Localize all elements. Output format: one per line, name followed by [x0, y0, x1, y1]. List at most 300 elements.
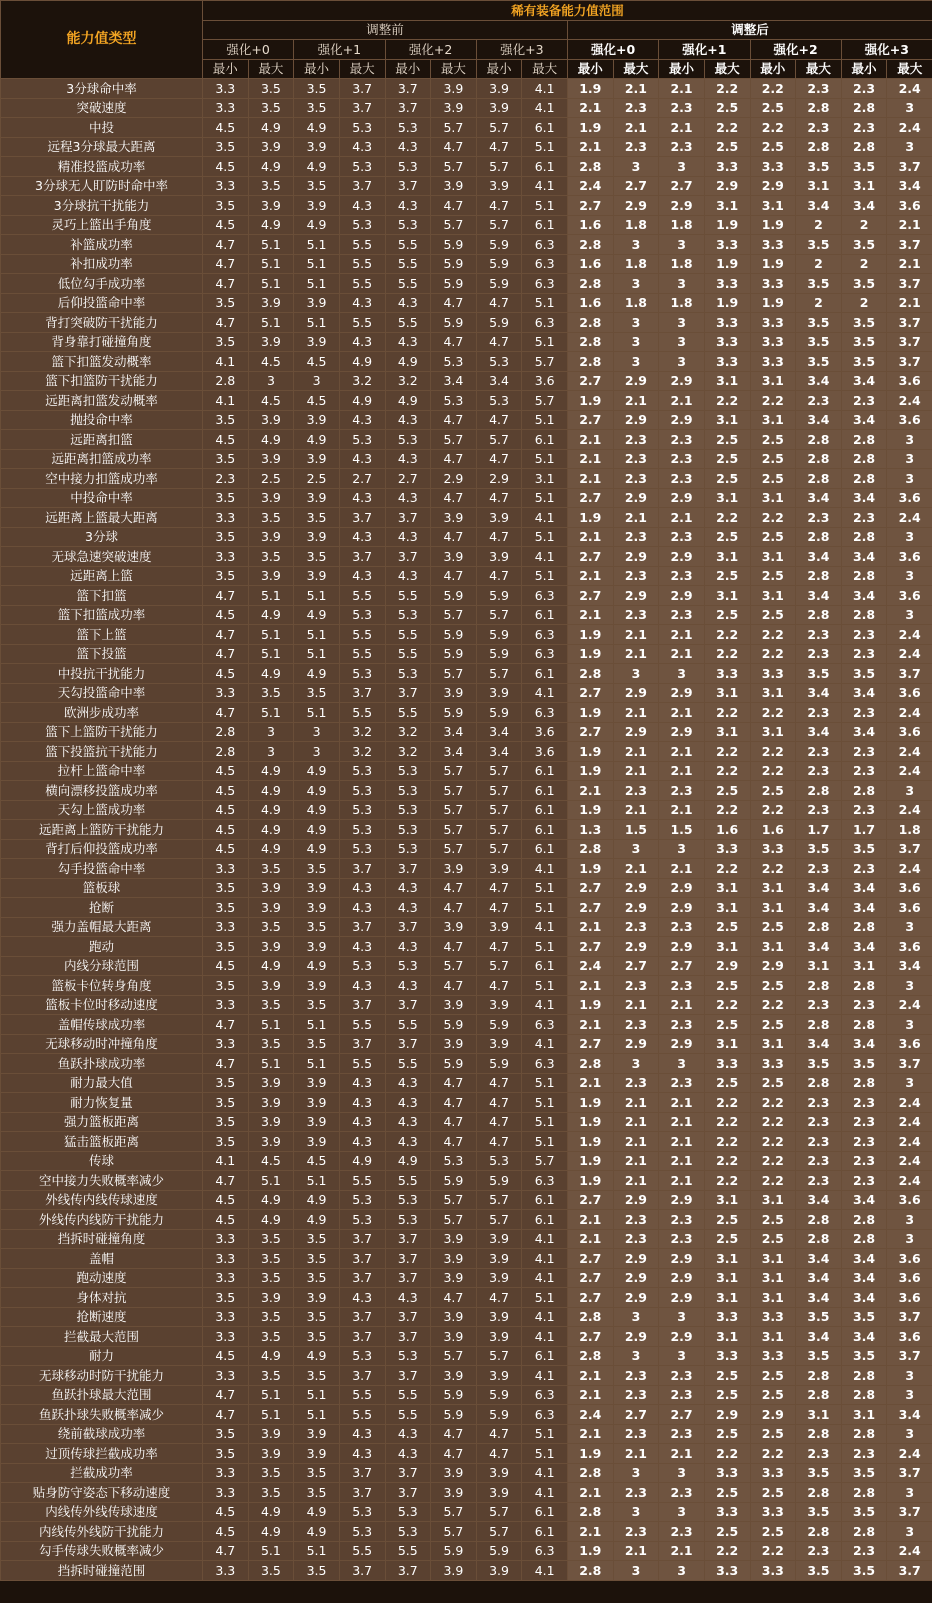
- before-value-cell: 4.7: [476, 566, 522, 586]
- after-value-cell: 3.7: [887, 1463, 932, 1483]
- after-value-cell: 2.1: [887, 293, 932, 313]
- table-row: [1, 98, 932, 118]
- before-value-cell: 3.7: [385, 683, 431, 703]
- table-row: [1, 820, 932, 840]
- before-value-cell: 4.5: [203, 1502, 249, 1522]
- before-value-cell: 4.3: [339, 566, 385, 586]
- before-value-cell: 3.9: [431, 1561, 477, 1581]
- before-value-cell: 3.9: [431, 1268, 477, 1288]
- before-level-1-header: 强化+1: [294, 40, 385, 60]
- table-row: [1, 644, 932, 664]
- after-value-cell: 2.5: [704, 1015, 750, 1035]
- after-value-cell: 1.5: [659, 820, 705, 840]
- before-value-cell: 4.9: [294, 800, 340, 820]
- after-level-0-header: 强化+0: [568, 40, 659, 60]
- after-value-cell: 3.1: [704, 1268, 750, 1288]
- before-value-cell: 3.5: [203, 488, 249, 508]
- table-row: [1, 761, 932, 781]
- before-value-cell: 5.1: [248, 313, 294, 333]
- after-value-cell: 3.3: [750, 157, 796, 177]
- after-value-cell: 2.8: [568, 235, 614, 255]
- before-value-cell: 3.9: [431, 1034, 477, 1054]
- before-value-cell: 4.1: [522, 1249, 568, 1269]
- before-value-cell: 5.3: [385, 118, 431, 138]
- after-value-cell: 1.9: [568, 118, 614, 138]
- before-value-cell: 4.1: [522, 917, 568, 937]
- after-value-cell: 2.1: [659, 1151, 705, 1171]
- before-value-cell: 6.1: [522, 1210, 568, 1230]
- before-value-cell: 6.3: [522, 1171, 568, 1191]
- after-value-cell: 2.3: [613, 1229, 659, 1249]
- after-value-cell: 3.6: [887, 878, 932, 898]
- before-value-cell: 3.7: [339, 1307, 385, 1327]
- after-value-cell: 2.5: [750, 449, 796, 469]
- before-value-cell: 5.9: [431, 254, 477, 274]
- before-value-cell: 4.3: [339, 332, 385, 352]
- after-value-cell: 2.2: [704, 391, 750, 411]
- before-value-cell: 6.1: [522, 430, 568, 450]
- after-value-cell: 2.8: [796, 1385, 842, 1405]
- after-value-cell: 3.4: [841, 722, 887, 742]
- before-value-cell: 5.1: [522, 527, 568, 547]
- after-value-cell: 2.4: [887, 508, 932, 528]
- before-value-cell: 3.9: [248, 1424, 294, 1444]
- before-value-cell: 3.5: [248, 547, 294, 567]
- before-value-cell: 3.1: [522, 469, 568, 489]
- before-value-cell: 6.3: [522, 586, 568, 606]
- before-value-cell: 5.9: [476, 1015, 522, 1035]
- before-value-cell: 4.7: [431, 410, 477, 430]
- before-value-cell: 3.5: [294, 1561, 340, 1581]
- max-header: 最大: [248, 59, 294, 79]
- before-value-cell: 5.7: [431, 956, 477, 976]
- table-row: [1, 1190, 932, 1210]
- before-value-cell: 3.9: [294, 898, 340, 918]
- before-value-cell: 5.3: [385, 1346, 431, 1366]
- before-value-cell: 3.5: [294, 1249, 340, 1269]
- before-value-cell: 5.1: [248, 703, 294, 723]
- after-value-cell: 2.8: [568, 313, 614, 333]
- before-value-cell: 5.7: [522, 1151, 568, 1171]
- before-value-cell: 3.3: [203, 1034, 249, 1054]
- ability-name-cell: 盖帽: [1, 1249, 203, 1269]
- ability-name-cell: 内线传外线传球速度: [1, 1502, 203, 1522]
- before-value-cell: 3.9: [248, 1132, 294, 1152]
- after-value-cell: 2.1: [659, 761, 705, 781]
- before-value-cell: 4.3: [339, 137, 385, 157]
- after-value-cell: 2.7: [659, 1405, 705, 1425]
- before-value-cell: 4.1: [522, 1561, 568, 1581]
- after-value-cell: 2.5: [750, 1483, 796, 1503]
- before-value-cell: 3.5: [203, 196, 249, 216]
- before-value-cell: 3.5: [248, 859, 294, 879]
- after-value-cell: 2.2: [750, 391, 796, 411]
- after-value-cell: 1.9: [568, 859, 614, 879]
- before-value-cell: 3.5: [294, 683, 340, 703]
- before-value-cell: 4.5: [248, 352, 294, 372]
- after-value-cell: 1.9: [568, 1171, 614, 1191]
- after-value-cell: 3.5: [796, 839, 842, 859]
- before-value-cell: 5.9: [476, 625, 522, 645]
- after-value-cell: 2.5: [704, 449, 750, 469]
- before-value-cell: 3.9: [248, 976, 294, 996]
- after-value-cell: 3.4: [796, 586, 842, 606]
- table-row: [1, 722, 932, 742]
- after-value-cell: 3.4: [796, 898, 842, 918]
- after-value-cell: 2.8: [796, 781, 842, 801]
- ability-name-cell: 内线传外线防干扰能力: [1, 1522, 203, 1542]
- min-header: 最小: [476, 59, 522, 79]
- before-value-cell: 4.9: [248, 157, 294, 177]
- ability-name-cell: 挡拆时碰撞角度: [1, 1229, 203, 1249]
- before-value-cell: 5.7: [431, 1190, 477, 1210]
- after-value-cell: 3.4: [796, 1327, 842, 1347]
- before-value-cell: 3.7: [339, 995, 385, 1015]
- before-value-cell: 5.1: [522, 332, 568, 352]
- before-value-cell: 4.7: [476, 1444, 522, 1464]
- before-value-cell: 3: [294, 742, 340, 762]
- after-value-cell: 2.3: [841, 508, 887, 528]
- table-header: [1, 1, 932, 79]
- before-value-cell: 5.7: [431, 430, 477, 450]
- after-value-cell: 3.4: [841, 878, 887, 898]
- after-value-cell: 3.4: [796, 722, 842, 742]
- before-level-3-header: 强化+3: [476, 40, 567, 60]
- after-value-cell: 2.3: [841, 761, 887, 781]
- after-value-cell: 2.2: [704, 859, 750, 879]
- before-value-cell: 4.7: [476, 488, 522, 508]
- before-value-cell: 4.9: [294, 215, 340, 235]
- after-value-cell: 3: [887, 98, 932, 118]
- before-value-cell: 3.7: [385, 508, 431, 528]
- after-value-cell: 3.4: [887, 1405, 932, 1425]
- after-value-cell: 3.3: [704, 1307, 750, 1327]
- after-value-cell: 2.5: [750, 469, 796, 489]
- before-value-cell: 3.9: [431, 1307, 477, 1327]
- before-value-cell: 4.7: [476, 527, 522, 547]
- after-value-cell: 2.2: [750, 118, 796, 138]
- after-value-cell: 2.9: [659, 898, 705, 918]
- after-value-cell: 2.3: [796, 1132, 842, 1152]
- after-value-cell: 3.1: [704, 488, 750, 508]
- before-value-cell: 4.1: [522, 176, 568, 196]
- after-value-cell: 2.8: [796, 469, 842, 489]
- before-value-cell: 4.7: [203, 1171, 249, 1191]
- after-value-cell: 2.3: [613, 1483, 659, 1503]
- after-value-cell: 2.4: [887, 1151, 932, 1171]
- before-value-cell: 5.1: [522, 293, 568, 313]
- before-value-cell: 3.9: [248, 1288, 294, 1308]
- after-value-cell: 2.1: [613, 391, 659, 411]
- table-row: [1, 410, 932, 430]
- before-value-cell: 5.3: [339, 605, 385, 625]
- before-value-cell: 3.9: [294, 1093, 340, 1113]
- table-row: [1, 1093, 932, 1113]
- before-value-cell: 3.5: [294, 547, 340, 567]
- after-value-cell: 1.3: [568, 820, 614, 840]
- after-value-cell: 2.3: [796, 1444, 842, 1464]
- after-value-cell: 2.2: [704, 1171, 750, 1191]
- before-value-cell: 3.9: [476, 1268, 522, 1288]
- after-value-cell: 2.3: [613, 1210, 659, 1230]
- ability-name-cell: 天勾上篮成功率: [1, 800, 203, 820]
- before-value-cell: 4.7: [476, 332, 522, 352]
- before-value-cell: 5.7: [431, 215, 477, 235]
- before-value-cell: 5.1: [248, 1405, 294, 1425]
- after-value-cell: 2.9: [613, 488, 659, 508]
- after-value-cell: 3: [887, 1385, 932, 1405]
- before-value-cell: 3.3: [203, 79, 249, 99]
- before-value-cell: 4.1: [522, 683, 568, 703]
- after-value-cell: 2.3: [841, 391, 887, 411]
- ability-name-cell: 抢断: [1, 898, 203, 918]
- ability-name-cell: 猛击篮板距离: [1, 1132, 203, 1152]
- before-value-cell: 3.9: [294, 196, 340, 216]
- after-value-cell: 3: [613, 839, 659, 859]
- after-value-cell: 2.3: [796, 1112, 842, 1132]
- before-value-cell: 5.9: [431, 313, 477, 333]
- before-value-cell: 6.3: [522, 254, 568, 274]
- before-value-cell: 5.3: [385, 1210, 431, 1230]
- after-value-cell: 1.9: [568, 1132, 614, 1152]
- after-value-cell: 2.7: [568, 1288, 614, 1308]
- after-value-cell: 2.4: [568, 956, 614, 976]
- after-value-cell: 3.3: [750, 352, 796, 372]
- ability-name-cell: 无球移动时防干扰能力: [1, 1366, 203, 1386]
- after-value-cell: 3.5: [841, 1054, 887, 1074]
- after-value-cell: 2.1: [659, 859, 705, 879]
- after-value-cell: 2.9: [613, 547, 659, 567]
- before-value-cell: 4.3: [385, 878, 431, 898]
- after-value-cell: 2.3: [841, 800, 887, 820]
- after-value-cell: 2.9: [750, 1405, 796, 1425]
- before-value-cell: 5.9: [476, 235, 522, 255]
- after-value-cell: 3.5: [796, 1463, 842, 1483]
- ability-name-cell: 中投: [1, 118, 203, 138]
- before-value-cell: 5.7: [431, 1210, 477, 1230]
- before-value-cell: 3.5: [294, 995, 340, 1015]
- before-value-cell: 3.9: [431, 995, 477, 1015]
- after-value-cell: 3.1: [750, 1268, 796, 1288]
- min-header: 最小: [568, 59, 614, 79]
- before-value-cell: 3.9: [476, 547, 522, 567]
- after-value-cell: 3: [887, 1015, 932, 1035]
- before-value-cell: 3.5: [294, 176, 340, 196]
- before-value-cell: 5.3: [339, 781, 385, 801]
- after-value-cell: 2: [796, 215, 842, 235]
- before-value-cell: 4.7: [203, 625, 249, 645]
- after-value-cell: 3: [659, 313, 705, 333]
- before-value-cell: 4.3: [385, 937, 431, 957]
- after-value-cell: 3.6: [887, 196, 932, 216]
- after-value-cell: 2.5: [750, 1522, 796, 1542]
- before-value-cell: 3.9: [431, 176, 477, 196]
- after-value-cell: 2.8: [841, 1073, 887, 1093]
- table-row: [1, 313, 932, 333]
- after-value-cell: 2.7: [568, 1034, 614, 1054]
- after-value-cell: 3.4: [841, 1249, 887, 1269]
- after-value-cell: 3.4: [796, 1268, 842, 1288]
- after-value-cell: 3.6: [887, 1034, 932, 1054]
- table-row: [1, 469, 932, 489]
- after-value-cell: 2.1: [659, 1112, 705, 1132]
- before-value-cell: 5.9: [476, 254, 522, 274]
- table-row: [1, 917, 932, 937]
- after-value-cell: 2.3: [796, 703, 842, 723]
- before-value-cell: 5.1: [522, 1093, 568, 1113]
- after-value-cell: 3.4: [841, 683, 887, 703]
- before-value-cell: 5.5: [339, 313, 385, 333]
- before-value-cell: 3: [248, 742, 294, 762]
- after-value-cell: 1.9: [568, 625, 614, 645]
- after-value-cell: 2.8: [841, 1483, 887, 1503]
- before-value-cell: 3.9: [248, 1444, 294, 1464]
- before-value-cell: 6.3: [522, 1054, 568, 1074]
- after-value-cell: 1.8: [613, 293, 659, 313]
- ability-name-cell: 后仰投篮命中率: [1, 293, 203, 313]
- before-value-cell: 5.1: [294, 644, 340, 664]
- after-value-cell: 1.9: [568, 79, 614, 99]
- before-value-cell: 5.5: [385, 1015, 431, 1035]
- after-value-cell: 2.8: [568, 1346, 614, 1366]
- after-value-cell: 3.3: [750, 1463, 796, 1483]
- after-value-cell: 2.5: [704, 137, 750, 157]
- table-row: [1, 1268, 932, 1288]
- before-value-cell: 3.4: [476, 742, 522, 762]
- before-value-cell: 3.4: [476, 722, 522, 742]
- after-value-cell: 2.7: [568, 1268, 614, 1288]
- after-value-cell: 2.9: [659, 1268, 705, 1288]
- before-value-cell: 3.7: [339, 547, 385, 567]
- table-row: [1, 449, 932, 469]
- after-value-cell: 3.3: [704, 235, 750, 255]
- before-value-cell: 3.5: [294, 1229, 340, 1249]
- after-value-cell: 2.9: [613, 683, 659, 703]
- after-value-cell: 2.3: [659, 430, 705, 450]
- after-value-cell: 2.1: [568, 1210, 614, 1230]
- after-value-cell: 2.8: [841, 469, 887, 489]
- before-value-cell: 5.1: [294, 1405, 340, 1425]
- before-value-cell: 5.3: [431, 1151, 477, 1171]
- before-value-cell: 4.5: [203, 1522, 249, 1542]
- after-value-cell: 2.4: [887, 703, 932, 723]
- table-row: [1, 1034, 932, 1054]
- after-value-cell: 3: [887, 976, 932, 996]
- after-value-cell: 3.1: [704, 1288, 750, 1308]
- after-value-cell: 2.9: [659, 196, 705, 216]
- before-value-cell: 3.5: [248, 1463, 294, 1483]
- before-value-cell: 5.5: [339, 625, 385, 645]
- before-value-cell: 4.1: [522, 1307, 568, 1327]
- after-value-cell: 2.1: [568, 1229, 614, 1249]
- after-value-cell: 2.1: [659, 742, 705, 762]
- after-value-cell: 2.3: [659, 566, 705, 586]
- max-header: 最大: [704, 59, 750, 79]
- before-value-cell: 3.7: [339, 1366, 385, 1386]
- max-header: 最大: [796, 59, 842, 79]
- after-value-cell: 2.9: [659, 1327, 705, 1347]
- before-value-cell: 5.3: [385, 761, 431, 781]
- ability-name-cell: 中投抗干扰能力: [1, 664, 203, 684]
- before-value-cell: 3.7: [385, 1268, 431, 1288]
- before-value-cell: 3.9: [248, 527, 294, 547]
- ability-name-cell: 传球: [1, 1151, 203, 1171]
- after-value-cell: 2.3: [613, 1073, 659, 1093]
- table-row: [1, 235, 932, 255]
- before-value-cell: 6.1: [522, 157, 568, 177]
- ability-name-cell: 远距离扣篮成功率: [1, 449, 203, 469]
- before-value-cell: 3.7: [385, 1327, 431, 1347]
- after-value-cell: 2.7: [568, 937, 614, 957]
- before-value-cell: 3.9: [294, 1444, 340, 1464]
- before-value-cell: 5.3: [385, 215, 431, 235]
- table-row: [1, 1015, 932, 1035]
- before-value-cell: 3.5: [203, 976, 249, 996]
- before-value-cell: 5.7: [476, 1346, 522, 1366]
- after-value-cell: 2.2: [704, 118, 750, 138]
- after-value-cell: 2.1: [659, 703, 705, 723]
- before-value-cell: 3.9: [431, 1249, 477, 1269]
- before-value-cell: 3.9: [431, 917, 477, 937]
- before-value-cell: 3.7: [339, 1463, 385, 1483]
- before-value-cell: 3.3: [203, 176, 249, 196]
- ability-name-cell: 耐力最大值: [1, 1073, 203, 1093]
- before-value-cell: 5.1: [522, 1288, 568, 1308]
- before-value-cell: 3.7: [339, 79, 385, 99]
- after-value-cell: 3.3: [750, 332, 796, 352]
- after-value-cell: 3: [659, 664, 705, 684]
- table-row: [1, 1288, 932, 1308]
- after-value-cell: 2.2: [704, 1132, 750, 1152]
- before-value-cell: 3.9: [476, 1366, 522, 1386]
- after-value-cell: 2.1: [659, 391, 705, 411]
- after-value-cell: 2.5: [704, 1073, 750, 1093]
- before-value-cell: 5.7: [476, 605, 522, 625]
- before-value-cell: 6.1: [522, 1522, 568, 1542]
- table-row: [1, 79, 932, 99]
- after-value-cell: 3.1: [750, 722, 796, 742]
- before-value-cell: 4.7: [203, 274, 249, 294]
- after-value-cell: 2.3: [796, 859, 842, 879]
- before-value-cell: 5.5: [339, 1171, 385, 1191]
- before-value-cell: 5.7: [476, 761, 522, 781]
- before-value-cell: 4.7: [476, 196, 522, 216]
- after-value-cell: 2.7: [568, 196, 614, 216]
- after-value-cell: 3.5: [796, 664, 842, 684]
- after-value-cell: 3.5: [796, 1054, 842, 1074]
- after-value-cell: 2.5: [750, 1366, 796, 1386]
- after-value-cell: 3: [613, 664, 659, 684]
- after-value-cell: 2.4: [887, 800, 932, 820]
- table-row: [1, 157, 932, 177]
- after-value-cell: 2.5: [750, 98, 796, 118]
- before-value-cell: 5.1: [294, 1385, 340, 1405]
- after-value-cell: 2.8: [841, 449, 887, 469]
- before-value-cell: 4.7: [431, 1444, 477, 1464]
- before-value-cell: 3.9: [476, 176, 522, 196]
- before-value-cell: 5.3: [431, 352, 477, 372]
- after-value-cell: 2.3: [613, 469, 659, 489]
- table-row: [1, 196, 932, 216]
- ability-name-cell: 远距离上篮最大距离: [1, 508, 203, 528]
- before-value-cell: 4.9: [339, 1151, 385, 1171]
- after-value-cell: 3.3: [750, 1561, 796, 1581]
- after-value-cell: 1.6: [750, 820, 796, 840]
- after-value-cell: 2.1: [568, 781, 614, 801]
- table-row: [1, 430, 932, 450]
- table-row: [1, 742, 932, 762]
- after-value-cell: 2.2: [750, 508, 796, 528]
